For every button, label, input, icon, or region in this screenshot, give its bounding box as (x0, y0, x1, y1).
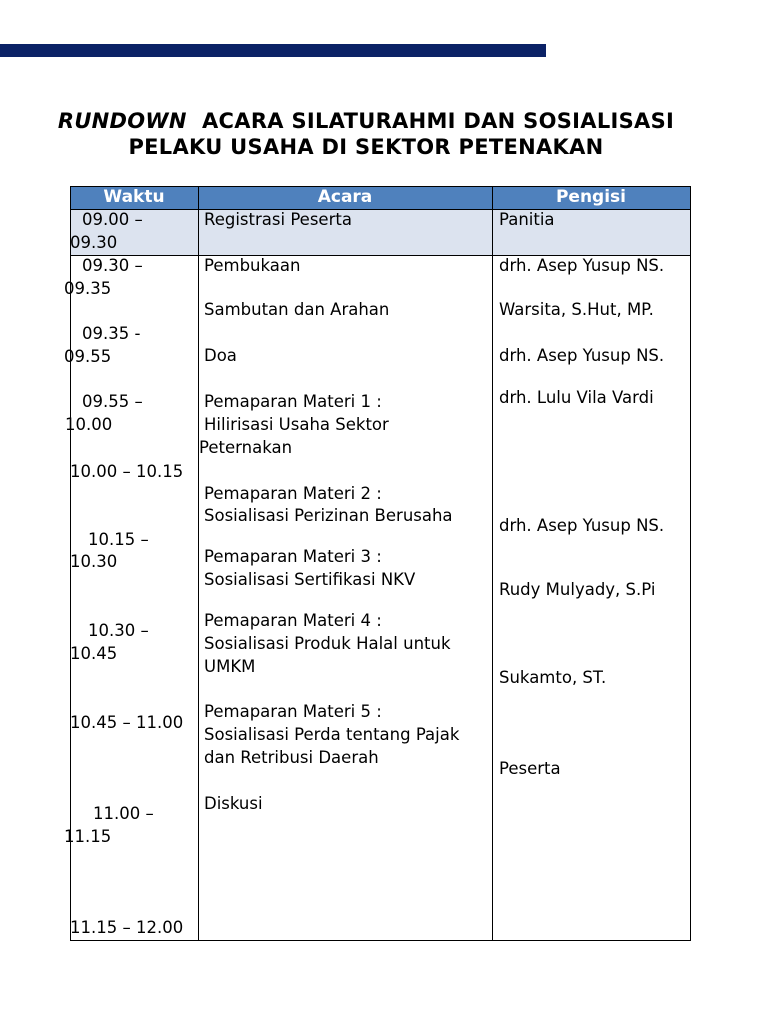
acara-cell: Sosialisasi Perda tentang Pajak (204, 725, 460, 744)
waktu-cell: 10.00 (65, 415, 113, 434)
acara-cell: Pembukaan (204, 256, 301, 275)
header-pengisi: Pengisi (555, 187, 627, 207)
pengisi-cell: drh. Asep Yusup NS. (499, 516, 665, 535)
waktu-cell: 11.15 – 12.00 (70, 918, 184, 937)
title-italic-word: RUNDOWN (57, 109, 187, 133)
waktu-cell: 09.30 – (82, 256, 143, 275)
table-column-divider-2 (492, 186, 493, 941)
acara-cell: Sosialisasi Produk Halal untuk (204, 634, 451, 653)
acara-cell: Pemaparan Materi 3 : (204, 547, 382, 566)
waktu-cell: 09.55 (64, 347, 112, 366)
pengisi-cell: Rudy Mulyady, S.Pi (499, 580, 656, 599)
waktu-cell: 10.45 – 11.00 (70, 713, 184, 732)
page-title-line-1 (0, 109, 732, 133)
acara-cell: UMKM (204, 657, 256, 676)
waktu-cell: 09.55 – (82, 392, 143, 411)
table-border-right (690, 186, 691, 941)
pengisi-cell: drh. Asep Yusup NS. (499, 256, 665, 275)
waktu-cell: 10.30 – (88, 621, 149, 640)
pengisi-cell: drh. Asep Yusup NS. (499, 346, 665, 365)
pengisi-cell: Sukamto, ST. (499, 668, 607, 687)
title-line-1-text: ACARA SILATURAHMI DAN SOSIALISASI (202, 109, 675, 133)
acara-cell: Pemaparan Materi 4 : (204, 611, 382, 630)
header-acara: Acara (317, 187, 373, 207)
header-waktu: Waktu (103, 187, 165, 207)
waktu-cell: 11.00 – (93, 804, 154, 823)
acara-cell: Doa (204, 346, 237, 365)
pengisi-cell: Peserta (499, 759, 561, 778)
acara-cell: Registrasi Peserta (204, 210, 352, 229)
acara-cell: Pemaparan Materi 2 : (204, 484, 382, 503)
table-header-divider (70, 209, 691, 210)
acara-cell: Sambutan dan Arahan (204, 300, 390, 319)
acara-cell: Diskusi (204, 794, 263, 813)
table-border-bottom (70, 940, 691, 941)
waktu-cell: 09.35 (64, 279, 112, 298)
waktu-cell: 09.35 - (82, 324, 141, 343)
waktu-cell: 09.30 (70, 233, 118, 252)
waktu-cell: 09.00 – (82, 210, 143, 229)
acara-cell: Sosialisasi Sertifikasi NKV (204, 570, 416, 589)
pengisi-cell: drh. Lulu Vila Vardi (499, 388, 654, 407)
acara-cell: Peternakan (199, 438, 293, 457)
waktu-cell: 10.30 (70, 552, 118, 571)
acara-cell: dan Retribusi Daerah (204, 748, 379, 767)
waktu-cell: 10.15 – (88, 530, 149, 549)
page-title-line-2: PELAKU USAHA DI SEKTOR PETENAKAN (128, 135, 604, 159)
pengisi-cell: Warsita, S.Hut, MP. (499, 300, 654, 319)
acara-cell: Hilirisasi Usaha Sektor (204, 415, 389, 434)
waktu-cell: 11.15 (64, 827, 112, 846)
table-column-divider-1 (198, 186, 199, 941)
top-accent-bar (0, 44, 546, 57)
pengisi-cell: Panitia (499, 210, 555, 229)
acara-cell: Pemaparan Materi 5 : (204, 702, 382, 721)
waktu-cell: 10.45 (70, 644, 118, 663)
table-row-registration (70, 209, 690, 255)
acara-cell: Sosialisasi Perizinan Berusaha (204, 506, 453, 525)
acara-cell: Pemaparan Materi 1 : (204, 392, 382, 411)
waktu-cell: 10.00 – 10.15 (70, 462, 184, 481)
